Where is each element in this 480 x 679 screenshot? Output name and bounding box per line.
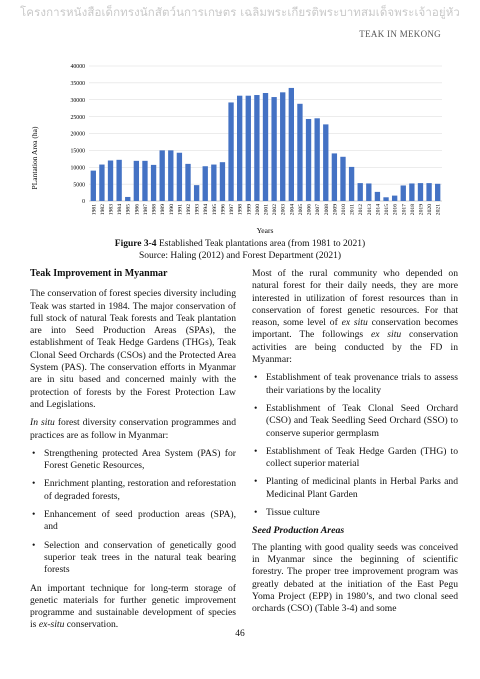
x-axis-label: Years [256,226,274,235]
plantation-area-bar-chart [30,58,450,236]
x-tick-label: 2000 [254,204,261,216]
paragraph-text: conservation. [64,619,119,631]
bar-2020 [426,183,431,201]
bar-1999 [246,96,251,201]
list-item: • Strengthening protected Area System (PAS) for Forest Genetic Resources, [30,448,236,473]
x-tick-label: 2003 [280,204,287,216]
list-item: • Selection and conservation of genetically good superior teak trees in the natural teak bearing forests [30,540,236,577]
x-tick-label: 1986 [134,204,141,216]
x-tick-label: 2018 [409,204,416,216]
bar-2000 [254,95,259,201]
list-item: • Establishment of Teak Clonal Seed Orchard (CSO) and Teak Seedling Seed Orchard (SSO) to conserve superior germplasm [252,403,458,440]
bar-2015 [383,197,388,201]
list-item: • Enrichment planting, restoration and reforestation of degraded forests, [30,478,236,503]
bar-1989 [160,150,165,201]
y-axis-tick-labels [71,64,86,205]
bar-1984 [116,160,121,201]
paragraph-ex-situ [30,583,236,632]
bar-2008 [323,124,328,201]
x-tick-label: 1989 [160,204,167,216]
x-tick-label: 1982 [99,204,106,216]
x-tick-label: 2002 [272,204,279,216]
bar-1991 [177,153,182,201]
x-tick-label: 2016 [392,204,399,216]
x-tick-label: 2009 [332,204,339,216]
paragraph-text: Most of the rural community who depended on natural forest for their daily needs, they are more interested in utilization of forest resources than in conservation of forest genetic resources. For that reason, some level of [252,268,458,329]
bar-2005 [297,104,302,201]
y-tick-label: 35000 [70,81,85,88]
y-tick-label: 40000 [70,64,85,71]
bar-2004 [289,88,294,201]
bar-1994 [203,166,208,201]
x-tick-label: 2004 [289,204,296,216]
figure-caption [0,238,480,262]
x-tick-label: 1981 [91,204,98,216]
bar-1983 [108,161,113,202]
x-tick-label: 1999 [246,204,253,216]
list-item: • Establishment of teak provenance trials to assess their variations by the locality [252,372,458,397]
bar-1981 [91,171,96,201]
bar-2010 [340,157,345,201]
x-tick-label: 2006 [306,204,313,216]
bar-2012 [358,183,363,201]
x-tick-label: 2013 [366,204,373,216]
list-item: • Planting of medicinal plants in Herbal Parks and Medicinal Plant Garden [252,476,458,501]
paragraph-text: forest diversity conservation programmes and practices are as follow in Myanmar: [30,417,236,441]
y-axis-label: PLantation Area (ha) [30,126,39,190]
y-tick-label: 10000 [70,165,85,172]
bar-2016 [392,196,397,201]
bar-2003 [280,92,285,201]
bar-2006 [306,119,311,201]
paragraph [252,268,458,366]
x-tick-label: 1996 [220,204,227,216]
bar-1982 [99,165,104,201]
bar-2001 [263,93,268,201]
x-tick-label: 2005 [297,204,304,216]
page-number: 46 [235,629,245,639]
y-tick-label: 20000 [70,131,85,138]
x-tick-label: 2020 [427,204,434,216]
x-axis-tick-labels [91,204,441,215]
paragraph-text: conservation becomes important. The followings [252,317,458,341]
bar-1986 [134,161,139,201]
x-tick-label: 2021 [435,204,442,216]
x-tick-label: 2007 [315,204,322,216]
bar-1998 [237,96,242,201]
paragraph: The conservation of forest species diversity including Teak was started in 1984. The major conservation of full stock of natural Teak forests and Teak plantation are into Seed Production Areas (SPAs), the establishment of Teak Hedge Gardens (THGs), Teak Clonal Seed Orchards (CSOs) and the Protected Area System (PAS). The conservation efforts in Myanmar are in situ based and concerned mainly with the protection of forests by the Forest Protection Law and Legislations. [30,288,236,410]
x-tick-label: 2019 [418,204,425,216]
bullet-list [252,372,458,519]
bar-1990 [168,150,173,201]
y-tick-label: 30000 [70,97,85,104]
x-tick-label: 1992 [186,204,193,216]
x-tick-label: 1993 [194,204,201,216]
x-tick-label: 2001 [263,204,270,216]
x-tick-label: 1984 [117,204,124,216]
y-tick-label: 15000 [70,148,85,155]
x-tick-label: 1987 [142,204,149,216]
x-tick-label: 1983 [108,204,115,216]
bar-1985 [125,197,130,201]
italic-term: In situ [30,417,55,429]
italic-term: ex situ [370,329,402,341]
y-tick-label: 5000 [73,182,85,189]
bar-1993 [194,185,199,201]
paragraph-in-situ-intro [30,417,236,442]
list-item: • Tissue culture [252,507,458,519]
bar-2017 [401,185,406,201]
italic-term: ex-situ [38,619,65,631]
bar-1997 [228,102,233,201]
x-tick-label: 2012 [358,204,365,216]
subheading: Seed Production Areas [252,525,345,537]
section-heading: Teak Improvement in Myanmar [30,268,168,279]
x-tick-label: 2017 [401,204,408,216]
x-tick-label: 2011 [349,204,356,215]
right-column [252,268,458,621]
y-tick-label: 0 [82,199,85,206]
bar-2018 [409,183,414,201]
bar-2019 [418,183,423,201]
x-tick-label: 1990 [168,204,175,216]
x-tick-label: 1997 [229,204,236,216]
x-tick-label: 2014 [375,204,382,216]
paragraph-text: conservation activities are being conducted by the FD in Myanmar: [252,329,458,366]
bar-1992 [185,164,190,201]
bar-1988 [151,165,156,201]
bar-2002 [271,97,276,201]
bar-2007 [314,118,319,201]
figure-label: Figure 3-4 [114,239,157,249]
x-tick-label: 1998 [237,204,244,216]
x-tick-label: 1995 [211,204,218,216]
x-tick-label: 2010 [340,204,347,216]
x-tick-label: 2008 [323,204,330,216]
figure-caption-text: Established Teak plantations area (from 1981 to 2021) [156,239,366,249]
bar-2021 [435,184,440,201]
list-item: • Enhancement of seed production areas (SPA), and [30,509,236,534]
x-tick-label: 1994 [203,204,210,216]
running-head: TEAK IN MEKONG [359,29,441,39]
y-tick-label: 25000 [70,114,85,121]
italic-term: ex situ [341,317,368,329]
bar-2014 [375,192,380,201]
paragraph: The planting with good quality seeds was conceived in Myanmar since the beginning of scientific forestry. The proper tree improvement program was greatly debated at the initiation of the East Pegu Yoma Project (EPP) in 1980’s, and two clonal seed orchards (CSO) (Table 3-4) and some [252,541,458,615]
left-column [30,268,236,638]
x-tick-label: 1988 [151,204,158,216]
x-tick-label: 1985 [125,204,132,216]
bar-1996 [220,162,225,201]
bar-2013 [366,183,371,201]
x-tick-label: 1991 [177,204,184,216]
list-item: • Establishment of Teak Hedge Garden (THG) to collect superior material [252,446,458,471]
bar-1995 [211,165,216,201]
watermark-text: โครงการหนังสือเด็กทรงนักสัตว์นการเกษตร เฉลิมพระเกียรติพระบาทสมเด็จพระเจ้าอยู่หัว [20,5,460,19]
bar-2009 [332,153,337,201]
x-tick-label: 2015 [384,204,391,216]
bullet-list [30,448,236,577]
paragraph-text: An important technique for long-term storage of genetic materials for further genetic improvement programme and sustainable development of species is [30,582,236,631]
bar-1987 [142,161,147,201]
bar-2011 [349,167,354,201]
figure-source: Source: Haling (2012) and Forest Department (2021) [138,251,342,261]
